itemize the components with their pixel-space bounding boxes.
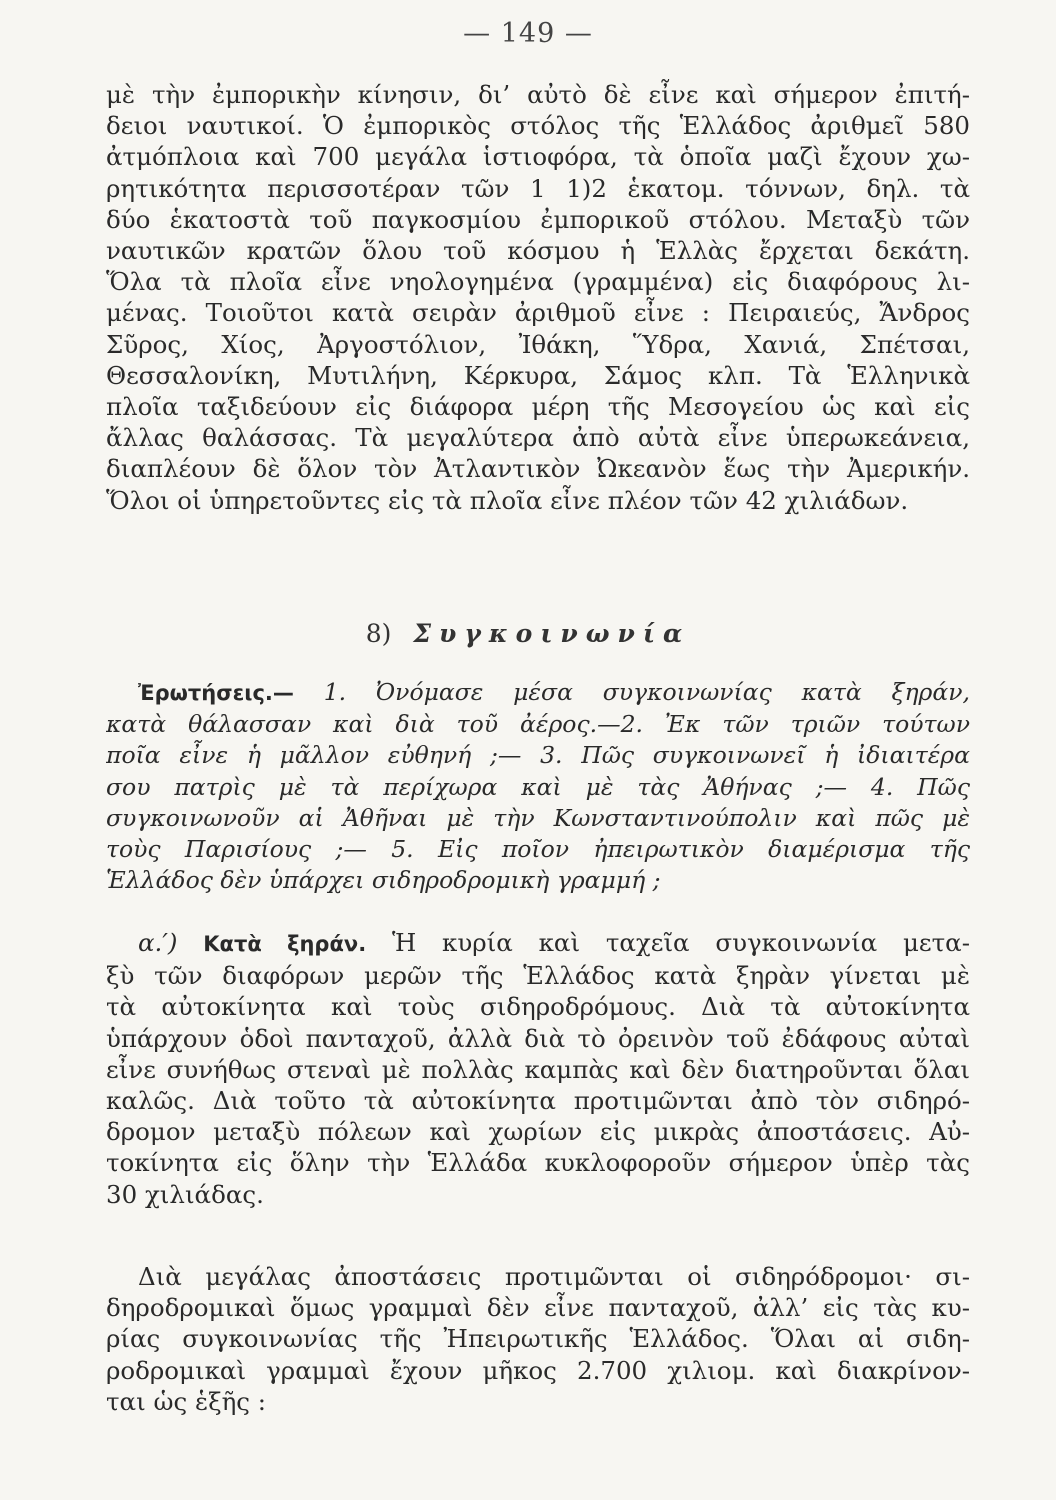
- text-line: ναυτικῶν κρατῶν ὅλου τοῦ κόσμου ἡ Ἑλλὰς ἔρχεται δεκάτη.: [106, 236, 970, 266]
- text-line: καλῶς. Διὰ τοῦτο τὰ αὐτοκίνητα προτιμῶνται ἀπὸ τὸν σιδηρό-: [106, 1086, 970, 1116]
- text-line: ται ὡς ἑξῆς :: [106, 1386, 267, 1416]
- text-line: ἄλλας θαλάσσας. Τὰ μεγαλύτερα ἀπὸ αὐτὰ εἶνε ὑπερωκεάνεια,: [106, 423, 970, 453]
- questions-block: [106, 677, 970, 896]
- text-line: 1. Ὀνόμασε μέσα συγκοινωνίας κατὰ ξηράν,: [323, 678, 970, 706]
- subsection-title: Κατὰ ξηράν.: [203, 932, 367, 956]
- text-line: Θεσσαλονίκη, Μυτιλήνη, Κέρκυρα, Σάμος κλπ. Τὰ Ἑλληνικὰ: [106, 360, 970, 390]
- text-line: Ἑλλάδος δὲν ὑπάρχει σιδηροδρομικὴ γραμμή ;: [106, 866, 661, 895]
- subsection-label: α.′): [138, 928, 178, 957]
- text-line: διαπλέουν δὲ ὅλον τὸν Ἀτλαντικὸν Ὠκεανὸν ἕως τὴν Ἀμερικήν.: [106, 454, 970, 484]
- text-line: Σῦρος, Χίος, Ἀργοστόλιον, Ἰθάκη, Ὕδρα, Χανιά, Σπέτσαι,: [106, 329, 970, 359]
- text-line: ὑπάρχουν ὁδοὶ πανταχοῦ, ἀλλὰ διὰ τὸ ὀρεινὸν τοῦ ἐδάφους αὐταὶ: [106, 1023, 970, 1053]
- paragraph-merchant-fleet: [106, 79, 970, 516]
- text-line: δηροδρομικαὶ ὅμως γραμμαὶ δὲν εἶνε πανταχοῦ, ἀλλ’ εἰς τὰς κυ-: [106, 1293, 970, 1323]
- text-line: Ὅλα τὰ πλοῖα εἶνε νηολογημένα (γραμμένα) εἰς διαφόρους λι-: [106, 267, 970, 297]
- text-line: πλοῖα ταξιδεύουν εἰς διάφορα μέρη τῆς Μεσογείου ὡς καὶ εἰς: [106, 392, 970, 422]
- text-line: ἀτμόπλοια καὶ 700 μεγάλα ἱστιοφόρα, τὰ ὁποῖα μαζὶ ἔχουν χω-: [106, 142, 970, 172]
- text-line: Ὅλοι οἱ ὑπηρετοῦντες εἰς τὰ πλοῖα εἶνε πλέον τῶν 42 χιλιάδων.: [106, 485, 909, 515]
- section-number: 8): [365, 619, 392, 648]
- text-line: τὰ αὐτοκίνητα καὶ τοὺς σιδηροδρόμους. Διὰ τὰ αὐτοκίνητα: [106, 992, 970, 1022]
- text-line: μένας. Τοιοῦτοι κατὰ σειρὰν ἀριθμοῦ εἶνε : Πειραιεύς, Ἄνδρος: [106, 298, 970, 328]
- text-line: δύο ἑκατοστὰ τοῦ παγκοσμίου ἐμπορικοῦ στόλου. Μεταξὺ τῶν: [106, 204, 970, 234]
- page-number: — 149 —: [463, 18, 593, 49]
- text-line: μὲ τὴν ἐμπορικὴν κίνησιν, δι’ αὐτὸ δὲ εἶνε καὶ σήμερον ἐπιτή-: [106, 80, 970, 109]
- section-by-land: [106, 927, 970, 1210]
- questions-lead: Ἐρωτήσεις.—: [138, 681, 294, 705]
- text-line: εἶνε συνήθως στεναὶ μὲ πολλὰς καμπὰς καὶ δὲν διατηροῦνται ὅλαι: [106, 1054, 970, 1084]
- text-line: δρομον μεταξὺ πόλεων καὶ χωρίων εἰς μικρὰς ἀποστάσεις. Αὐ-: [106, 1117, 970, 1147]
- text-line: ρίας συγκοινωνίας τῆς Ἠπειρωτικῆς Ἑλλάδος. Ὅλαι αἱ σιδη-: [106, 1324, 970, 1354]
- text-line: 30 χιλιάδας.: [106, 1179, 264, 1209]
- questions-first-line: [106, 677, 970, 709]
- text-line: κατὰ θάλασσαν καὶ διὰ τοῦ ἀέρος.—2. Ἐκ τῶν τριῶν τούτων: [106, 710, 970, 739]
- text-line: ροδρομικαὶ γραμμαὶ ἔχουν μῆκος 2.700 χιλιομ. καὶ διακρίνον-: [106, 1355, 970, 1385]
- paragraph-railways: [106, 1261, 970, 1417]
- text-line: ξὺ τῶν διαφόρων μερῶν τῆς Ἑλλάδος κατὰ ξηρὰν γίνεται μὲ: [106, 961, 970, 991]
- text-line: τοὺς Παρισίους ;— 5. Εἰς ποῖον ἠπειρωτικὸν διαμέρισμα τῆς: [106, 835, 970, 864]
- text-line: Ἡ κυρία καὶ ταχεῖα συγκοινωνία μετα-: [391, 928, 970, 957]
- text-line: σου πατρὶς μὲ τὰ περίχωρα καὶ μὲ τὰς Ἀθήνας ;— 4. Πῶς: [106, 772, 970, 801]
- text-line: ποῖα εἶνε ἡ μᾶλλον εὐθηνή ;— 3. Πῶς συγκοινωνεῖ ἡ ἰδιαιτέρα: [106, 741, 970, 770]
- text-line: συγκοινωνοῦν αἱ Ἀθῆναι μὲ τὴν Κωνσταντινούπολιν καὶ πῶς μὲ: [106, 803, 970, 832]
- section-a-first-line: [106, 927, 970, 960]
- section-heading: [0, 619, 1056, 648]
- section-title: Συγκοινωνία: [413, 619, 691, 648]
- text-line: δειοι ναυτικοί. Ὁ ἐμπορικὸς στόλος τῆς Ἑλλάδος ἀριθμεῖ 580: [106, 111, 970, 141]
- text-line: Διὰ μεγάλας ἀποστάσεις προτιμῶνται οἱ σιδηρόδρομοι· σι-: [138, 1262, 970, 1291]
- text-line: τοκίνητα εἰς ὅλην τὴν Ἑλλάδα κυκλοφοροῦν σήμερον ὑπὲρ τὰς: [106, 1148, 970, 1178]
- text-line: ρητικότητα περισσοτέραν τῶν 1 1)2 ἑκατομ. τόννων, δηλ. τὰ: [106, 173, 970, 203]
